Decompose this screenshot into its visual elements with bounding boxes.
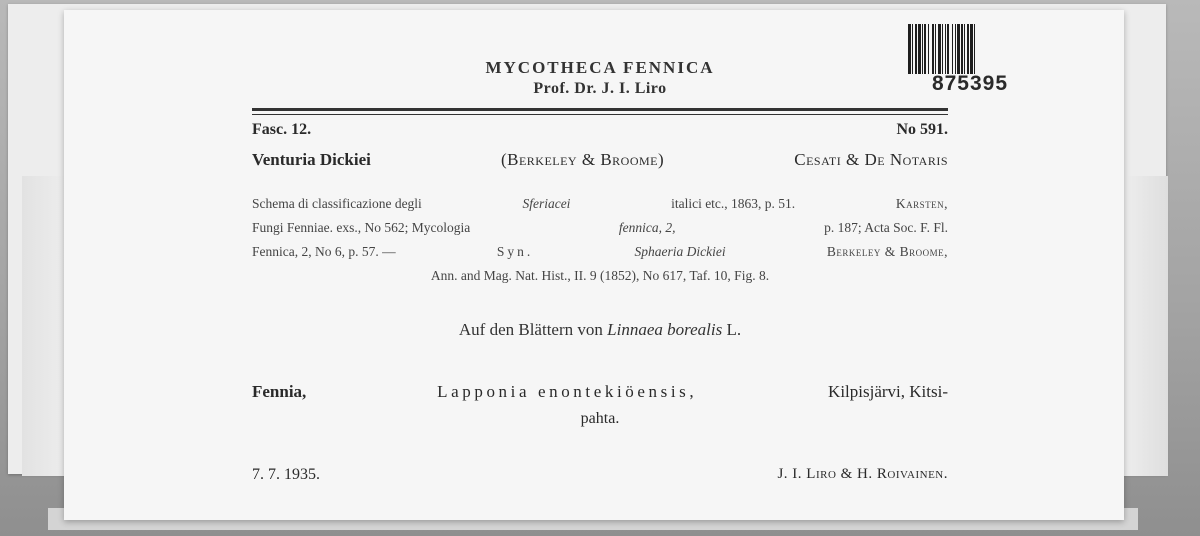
citation-author: Berkeley & Broome,: [826, 244, 948, 259]
citation-text: Fungi Fenniae. exs., No 562; Mycologia: [252, 220, 471, 235]
species-name: Venturia Dickiei: [252, 150, 371, 169]
citation-text: Schema di classificazione degli: [252, 196, 422, 211]
barcode-bar: [975, 24, 977, 74]
fascicle-row: [252, 121, 948, 139]
locality-continuation: pahta.: [580, 410, 620, 427]
citation-author: Karsten,: [895, 196, 948, 211]
citation-line: [252, 264, 948, 288]
substrate-text: Auf den Blättern von: [458, 320, 603, 339]
citation-line: [252, 192, 948, 216]
barcode-number: 875395: [931, 72, 1009, 95]
locality-site: Kilpisjärvi, Kitsi-: [828, 382, 948, 401]
citation-text: Sferiacei: [522, 196, 571, 211]
locality-country: Fennia,: [252, 382, 307, 401]
citation-text: Fennica, 2, No 6, p. 57. —: [252, 244, 396, 259]
substrate: [0, 320, 1200, 340]
synonym-name: Sphaeria Dickiei: [634, 244, 726, 259]
collection-date: 7. 7. 1935.: [252, 466, 320, 483]
barcode: [908, 24, 1032, 74]
authority-basionym: (Berkeley & Broome): [500, 150, 665, 169]
authority: Cesati & De Notaris: [794, 150, 948, 169]
collection-editor: Prof. Dr. J. I. Liro: [533, 80, 667, 97]
locality: [252, 382, 948, 402]
host-plant: Linnaea borealis: [607, 320, 723, 339]
collection-title: MYCOTHECA FENNICA: [485, 58, 715, 77]
citation-line: [252, 216, 948, 240]
citation-line: [252, 240, 948, 264]
specimen-number: No 591.: [896, 121, 948, 138]
fascicle-number: Fasc. 12.: [252, 121, 312, 138]
header-rule-thin: [252, 114, 948, 115]
synonym-label: Syn.: [496, 244, 534, 259]
citation-text: italici etc., 1863, p. 51.: [671, 196, 796, 211]
citation-text: Ann. and Mag. Nat. Hist., II. 9 (1852), No 617, Taf. 10, Fig. 8.: [430, 268, 770, 283]
header-rule-thick: [252, 108, 948, 111]
collectors: J. I. Liro & H. Roivainen.: [777, 466, 948, 482]
locality-region: Lapponia enontekiöensis,: [437, 382, 698, 401]
citation-text: p. 187; Acta Soc. F. Fl.: [824, 220, 948, 235]
host-authority: L.: [726, 320, 742, 339]
citation-text: fennica, 2,: [618, 220, 676, 235]
species-row: [252, 150, 948, 170]
literature-citation: [252, 192, 948, 288]
